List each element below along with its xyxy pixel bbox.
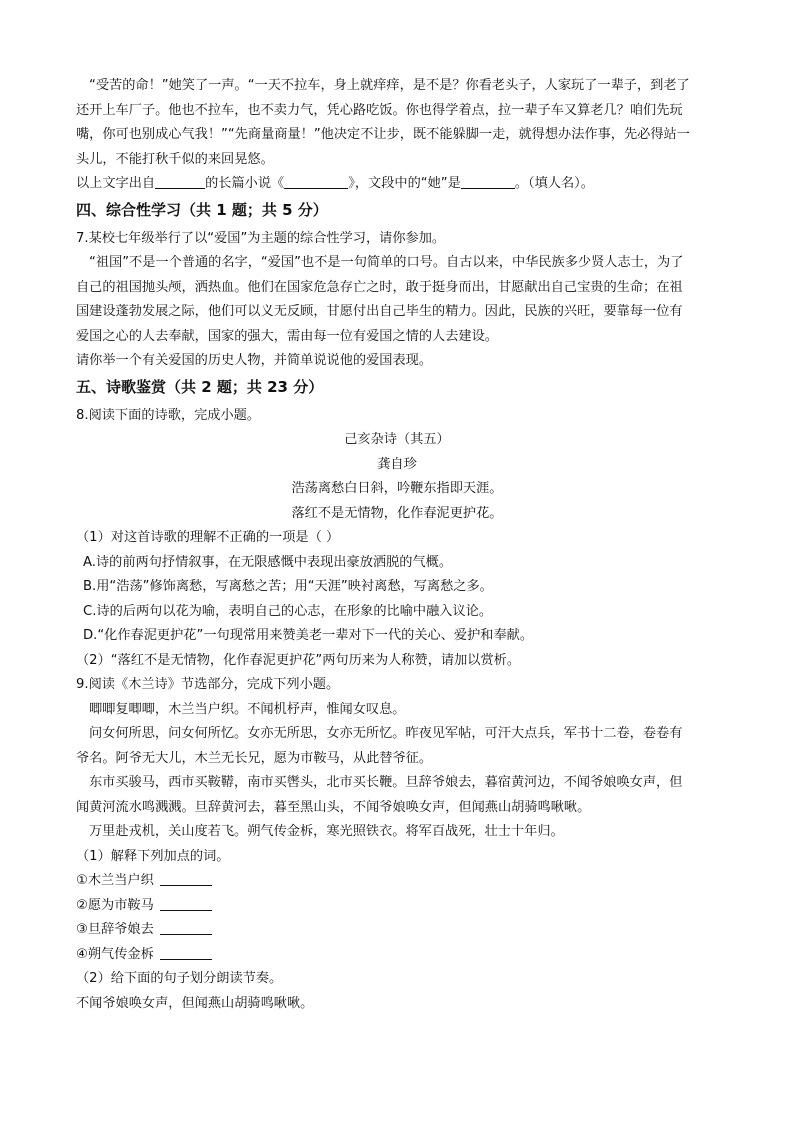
passage-line: 还开上车厂子。他也不拉车，也不卖力气，凭心路吃饭。你也得学着点，拉一辈子车又算老几？咱们先玩 [76, 102, 683, 118]
passage-line: 嘴，你可也别成心气我！”“先商量商量！”他决定不让步，既不能躲脚一走，就得想办法作事，先必得站一 [76, 127, 690, 142]
answer-blank-novel[interactable] [284, 174, 348, 189]
answer-blank[interactable] [160, 896, 212, 911]
question-intro: 7.某校七年级举行了以“爱国”为主题的综合性学习，请你参加。 [76, 230, 446, 246]
word-item-label: ①木兰当户织 [76, 873, 154, 888]
word-item [76, 918, 718, 943]
answer-blank-author[interactable] [155, 174, 205, 189]
choice-option-c[interactable]: C.诗的后两句以花为喻，表明自己的心志，在形象的比喻中融入议论。 [83, 603, 493, 619]
choice-option-d[interactable]: D.“化作春泥更护花”一句现常用来赞美老一辈对下一代的关心、爱护和奉献。 [83, 628, 534, 643]
word-item-label: ②愿为市鞍马 [76, 897, 154, 913]
q9-text-line: 万里赴戎机，关山度若飞。朔气传金柝，寒光照铁衣。将军百战死，壮士十年归。 [89, 824, 564, 839]
choice-option-b[interactable]: B.用“浩荡”修饰离愁，写离愁之苦；用“天涯”映衬离愁，写离愁之多。 [83, 579, 493, 594]
passage-line: 头儿，不能打秋千似的来回晃悠。 [76, 151, 274, 167]
question-intro: 9.阅读《木兰诗》节选部分，完成下列小题。 [76, 677, 340, 692]
sub-question: （1）对这首诗歌的理解不正确的一项是（ ） [76, 530, 340, 545]
question-text: 》，文段中的“她”是 [348, 176, 461, 191]
sub-question: （1）解释下列加点的词。 [76, 848, 230, 864]
answer-blank[interactable] [160, 945, 212, 960]
document-page [76, 74, 718, 1016]
section-heading: 四、综合性学习（共 1 题；共 5 分） [76, 200, 328, 219]
q9-text-line: 东市买骏马，西市买鞍鞯，南市买辔头，北市买长鞭。旦辞爷娘去，暮宿黄河边，不闻爷娘唤女声，但 [89, 775, 683, 790]
sub-question: （2）“落红不是无情物，化作春泥更护花”两句历来为人称赞，请加以赏析。 [76, 652, 521, 668]
question-text: 。（填人名）。 [514, 176, 594, 191]
q9-text-line: 闻黄河流水鸣溅溅。旦辞黄河去，暮至黑山头，不闻爷娘唤女声，但闻燕山胡骑鸣啾啾。 [76, 799, 591, 815]
word-item-label: ③旦辞爷娘去 [76, 922, 154, 937]
word-item [76, 894, 718, 919]
rhythm-sentence: 不闻爷娘唤女声，但闻燕山胡骑鸣啾啾。 [76, 995, 314, 1011]
poem-line: 浩荡离愁白日斜，吟鞭东指即天涯。 [291, 481, 503, 496]
q7-text-line: “祖国”不是一个普通的名字，“爱国”也不是一句简单的口号。自古以来，中华民族多少贤人志士，为了 [89, 255, 684, 270]
word-item [76, 869, 718, 894]
answer-blank-character[interactable] [461, 174, 515, 189]
q9-text-line: 唧唧复唧唧，木兰当户织。不闻机杼声，惟闻女叹息。 [89, 701, 406, 717]
sub-question: （2）给下面的句子划分朗读节奏。 [76, 971, 283, 986]
q7-text-line: 爱国之心的人去奉献，国家的强大，需由每一位有爱国之情的人去建设。 [76, 328, 498, 344]
question-text: 的长篇小说《 [205, 176, 285, 191]
passage-question [76, 172, 718, 197]
q7-task: 请你举一个有关爱国的历史人物，并简单说说他的爱国表现。 [76, 353, 433, 368]
section-heading: 五、诗歌鉴赏（共 2 题；共 23 分） [76, 377, 324, 396]
answer-blank[interactable] [160, 920, 212, 935]
question-intro: 8.阅读下面的诗歌，完成小题。 [76, 407, 261, 423]
poem-author: 龚自珍 [377, 456, 417, 472]
question-text: 以上文字出自 [76, 176, 156, 191]
q9-text-line: 爷名。阿爷无大儿，木兰无长兄，愿为市鞍马，从此替爷征。 [76, 750, 433, 766]
word-item-label: ④朔气传金柝 [76, 946, 154, 962]
q7-text-line: 国建设蓬勃发展之际，他们可以义无反顾，甘愿付出自己毕生的精力。因此，民族的兴旺，要靠每一位有 [76, 304, 683, 319]
choice-option-a[interactable]: A.诗的前两句抒情叙事，在无限感慨中表现出豪放洒脱的气概。 [83, 554, 453, 570]
word-item [76, 943, 718, 968]
answer-blank[interactable] [160, 871, 212, 886]
q9-text-line: 问女何所思，问女何所忆。女亦无所思，女亦无所忆。昨夜见军帖，可汗大点兵，军书十二卷，卷卷有 [89, 726, 683, 741]
q7-text-line: 自己的祖国抛头颅，洒热血。他们在国家危急存亡之时，敢于挺身而出，甘愿献出自己宝贵的生命；在祖 [76, 279, 683, 295]
poem-line: 落红不是无情物，化作春泥更护花。 [291, 505, 503, 521]
poem-title: 己亥杂诗（其五） [344, 432, 450, 447]
passage-line: “受苦的命！”她笑了一声。“一天不拉车，身上就痒痒，是不是？你看老头子，人家玩了一辈子，到老了 [89, 78, 690, 93]
